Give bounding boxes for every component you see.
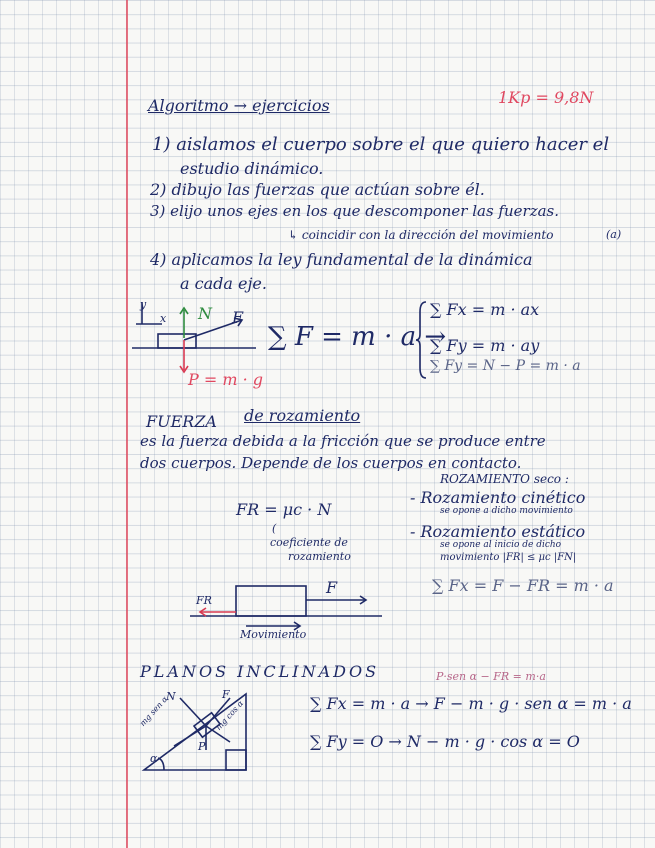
incline-p-label: P bbox=[198, 740, 206, 753]
inclined-note: P·sen α − FR = m·a bbox=[436, 670, 546, 683]
step-3-note: ↳ coincidir con la dirección del movimiento bbox=[288, 228, 554, 242]
incline-msen-label: mg sen α bbox=[138, 694, 170, 729]
coefficient-mark: ( bbox=[272, 522, 277, 535]
friction-sum-eq: ∑ Fx = F − FR = m · a bbox=[432, 576, 614, 595]
incline-eq-y: ∑ Fy = O → N − m · g · cos α = O bbox=[310, 732, 580, 751]
weight-label: P = m · g bbox=[188, 370, 264, 389]
movement-label: Movimiento bbox=[240, 628, 307, 641]
step-3: 3) elijo unos ejes en los que descomponer las fuerzas. bbox=[150, 202, 559, 220]
force-label: F bbox=[232, 308, 244, 327]
right-angle-mark bbox=[226, 750, 246, 770]
conversion-note: 1Kp = 9,8N bbox=[498, 88, 594, 107]
friction-title-a: FUERZA bbox=[146, 412, 217, 431]
kinetic-note: se opone a dicho movimiento bbox=[440, 506, 573, 516]
step-3-mark: (a) bbox=[606, 228, 622, 241]
step-1-line-1: 1) aislamos el cuerpo sobre el que quiero hacer el bbox=[152, 134, 610, 155]
brace bbox=[416, 300, 428, 380]
normal-label: N bbox=[198, 304, 212, 323]
kinetic-friction: - Rozamiento cinético bbox=[410, 488, 586, 507]
incline-normal-arrow bbox=[180, 698, 206, 726]
incline-eq-x: ∑ Fx = m · a → F − m · g · sen α = m · a bbox=[310, 694, 632, 713]
static-friction: - Rozamiento estático bbox=[410, 522, 586, 541]
incline-f-label: F bbox=[222, 688, 230, 701]
sliding-block bbox=[236, 586, 306, 616]
incline-alpha-label: α bbox=[150, 752, 158, 765]
incline-mcos-label: mg cos α bbox=[214, 698, 246, 733]
coefficient-label-b: rozamiento bbox=[288, 550, 351, 563]
incline-n-label: N bbox=[166, 690, 176, 703]
friction-def-line-1: es la fuerza debida a la fricción que se produce entre bbox=[140, 432, 546, 450]
friction-diagram-fr-label: FR bbox=[196, 594, 212, 607]
friction-diagram-force-label: F bbox=[326, 578, 338, 597]
brace-path bbox=[416, 302, 426, 378]
newton-law: ∑ F = m · a → bbox=[268, 322, 447, 352]
step-1-line-2: estudio dinámico. bbox=[180, 159, 324, 178]
axis-y-label: y bbox=[140, 298, 147, 311]
axis-x-label: x bbox=[160, 312, 167, 325]
page-title: Algoritmo → ejercicios bbox=[148, 96, 330, 115]
eq-y-2: ∑ Fy = N − P = m · a bbox=[430, 358, 581, 374]
block bbox=[158, 334, 196, 348]
coefficient-label-a: coeficiente de bbox=[270, 536, 348, 549]
static-note-a: se opone al inicio de dicho bbox=[440, 540, 562, 550]
step-2: 2) dibujo las fuerzas que actúan sobre él. bbox=[150, 180, 485, 199]
seco-title: ROZAMIENTO seco : bbox=[440, 472, 569, 486]
friction-def-line-2: dos cuerpos. Depende de los cuerpos en contacto. bbox=[140, 454, 522, 472]
step-4-line-2: a cada eje. bbox=[180, 274, 267, 293]
eq-y: ∑ Fy = m · ay bbox=[430, 336, 540, 355]
eq-x: ∑ Fx = m · ax bbox=[430, 300, 540, 319]
friction-title-b: de rozamiento bbox=[244, 406, 361, 425]
friction-formula: FR = μc · N bbox=[236, 500, 332, 519]
margin-line bbox=[126, 0, 128, 848]
inclined-title: PLANOS INCLINADOS bbox=[140, 662, 380, 681]
step-4-line-1: 4) aplicamos la ley fundamental de la dinámica bbox=[150, 250, 533, 269]
static-note-b: movimiento |FR| ≤ μc |FN| bbox=[440, 552, 577, 563]
